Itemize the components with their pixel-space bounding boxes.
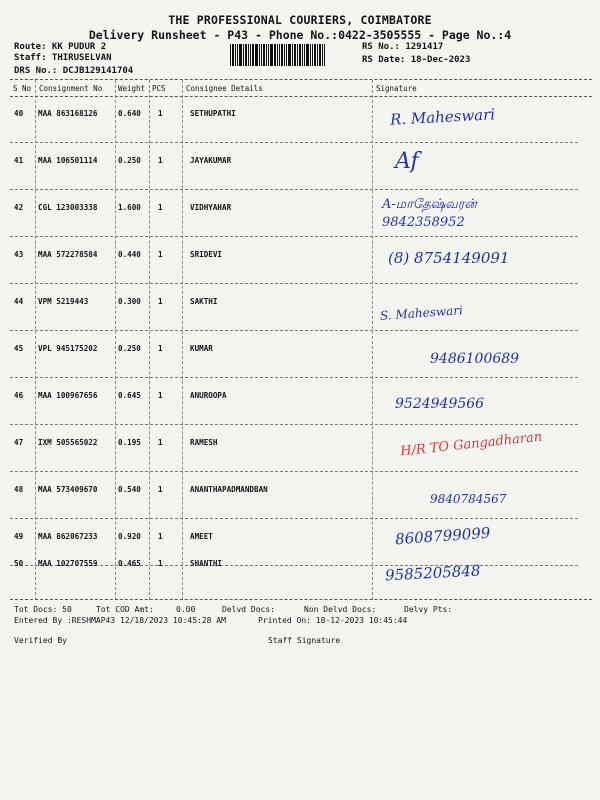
weight: 0.640	[118, 109, 141, 118]
barcode-bar	[317, 44, 318, 66]
consignment-no: MAA 100967656	[38, 391, 98, 400]
weight: 0.645	[118, 391, 141, 400]
entered-by: Entered By :RESHMAP43 12/18/2023 10:45:28 AM	[14, 616, 226, 625]
total-cod-amount: 0.00	[176, 605, 196, 614]
pieces: 1	[158, 156, 163, 165]
pieces: 1	[158, 391, 163, 400]
barcode-bar	[294, 44, 296, 66]
barcode-bar	[281, 44, 283, 66]
pieces: 1	[158, 532, 163, 541]
col-sno: S No	[13, 84, 32, 93]
printed-on: Printed On: 18-12-2023 10:45:44	[258, 616, 408, 625]
table-row	[0, 425, 600, 472]
consignment-no: MAA 863168126	[38, 109, 98, 118]
barcode-bar	[250, 44, 251, 66]
signature: A-மாதேஷ்வரன் 9842358952	[382, 197, 478, 230]
barcode-bar	[248, 44, 249, 66]
barcode-bar	[302, 44, 303, 66]
barcode-bar	[284, 44, 285, 66]
consignee-name: ANUROOPA	[190, 391, 227, 400]
barcode-bar	[243, 44, 244, 66]
barcode-bar	[314, 44, 316, 66]
pieces: 1	[158, 109, 163, 118]
pieces: 1	[158, 297, 163, 306]
weight: 0.440	[118, 250, 141, 259]
consignment-no: MAA 572278584	[38, 250, 98, 259]
staff-signature: Staff Signature	[268, 636, 341, 645]
barcode-bar	[263, 44, 265, 66]
pieces: 1	[158, 485, 163, 494]
barcode-bar	[286, 44, 287, 66]
barcode-bar	[292, 44, 293, 66]
consignment-no: MAA 106501114	[38, 156, 98, 165]
rs-number: RS No.: 1291417	[362, 42, 444, 52]
serial-no: 42	[14, 203, 24, 212]
pieces: 1	[158, 250, 163, 259]
weight: 0.250	[118, 344, 141, 353]
route-label: Route: KK PUDUR 2	[14, 42, 107, 52]
barcode-bar	[266, 44, 267, 66]
signature: R. Maheswari	[389, 105, 496, 129]
footer-rule	[10, 599, 592, 600]
serial-no: 41	[14, 156, 24, 165]
signature: 8608799099	[394, 523, 491, 549]
verified-by: Verified By	[14, 636, 67, 645]
barcode-bar	[279, 44, 280, 66]
col-weight: Weight	[118, 84, 146, 93]
company-title: THE PROFESSIONAL COURIERS, COIMBATORE	[168, 13, 432, 27]
serial-no: 43	[14, 250, 24, 259]
table-row	[0, 378, 600, 425]
delivery-points: Delvy Pts:	[404, 605, 453, 614]
consignment-no: VPL 945175202	[38, 344, 98, 353]
weight: 0.250	[118, 156, 141, 165]
weight: 0.920	[118, 532, 141, 541]
weight: 1.600	[118, 203, 141, 212]
pieces: 1	[158, 559, 163, 568]
barcode-bar	[232, 44, 234, 66]
table-row	[0, 331, 600, 378]
barcode-bar	[239, 44, 242, 66]
serial-no: 50	[14, 559, 24, 568]
rs-date: RS Date: 18-Dec-2023	[362, 55, 471, 65]
consignee-name: AMEET	[190, 532, 213, 541]
weight: 0.300	[118, 297, 141, 306]
barcode-bar	[270, 44, 273, 66]
col-consignee: Consignee Details	[186, 84, 263, 93]
serial-no: 47	[14, 438, 24, 447]
consignee-name: SRIDEVI	[190, 250, 223, 259]
barcode-bar	[310, 44, 311, 66]
table-row	[0, 472, 600, 519]
table-row	[0, 284, 600, 331]
barcode-bar	[261, 44, 262, 66]
barcode-bar	[324, 44, 325, 66]
consignee-name: ANANTHAPADMANDBAN	[190, 485, 268, 494]
signature: 9840784567	[430, 492, 507, 506]
col-consignment: Consignment No	[39, 84, 103, 93]
table-row	[0, 190, 600, 237]
barcode-bar	[237, 44, 238, 66]
signature: H/R TO Gangadharan	[399, 429, 543, 460]
staff-label: Staff: THIRUSELVAN	[14, 53, 112, 63]
consignee-name: KUMAR	[190, 344, 213, 353]
weight: 0.465	[118, 559, 141, 568]
weight: 0.195	[118, 438, 141, 447]
barcode-bar	[319, 44, 321, 66]
consignment-no: CGL 123003338	[38, 203, 98, 212]
consignment-no: MAA 573409670	[38, 485, 98, 494]
serial-no: 44	[14, 297, 24, 306]
total-docs: Tot Docs: 50	[14, 605, 72, 614]
barcode	[230, 44, 354, 66]
barcode-bar	[299, 44, 301, 66]
barcode-bar	[297, 44, 298, 66]
consignee-name: SAKTHI	[190, 297, 218, 306]
barcode-bar	[322, 44, 323, 66]
barcode-bar	[312, 44, 313, 66]
barcode-bar	[255, 44, 258, 66]
pieces: 1	[158, 344, 163, 353]
serial-no: 49	[14, 532, 24, 541]
weight: 0.540	[118, 485, 141, 494]
pieces: 1	[158, 203, 163, 212]
runsheet-subtitle: Delivery Runsheet - P43 - Phone No.:0422-3505555 - Page No.:4	[88, 28, 512, 42]
signature: 9585205848	[384, 561, 481, 585]
barcode-bar	[277, 44, 278, 66]
drs-label: DRS No.: DCJB129141704	[14, 66, 134, 76]
serial-no: 48	[14, 485, 24, 494]
signature: (8) 8754149091	[388, 249, 510, 267]
table-row	[0, 237, 600, 284]
table-row	[0, 143, 600, 190]
non-delivered-docs: Non Delvd Docs:	[304, 605, 377, 614]
barcode-bar	[252, 44, 254, 66]
consignment-no: VPM 5219443	[38, 297, 89, 306]
col-signature: Signature	[376, 84, 417, 93]
serial-no: 46	[14, 391, 24, 400]
barcode-bar	[235, 44, 236, 66]
consignee-name: VIDHYAHAR	[190, 203, 232, 212]
consignee-name: RAMESH	[190, 438, 218, 447]
barcode-bar	[230, 44, 231, 66]
barcode-bar	[268, 44, 269, 66]
total-cod-label: Tot COD Amt:	[96, 605, 154, 614]
signature: 9486100689	[430, 351, 520, 367]
table-row	[0, 546, 600, 593]
serial-no: 45	[14, 344, 24, 353]
barcode-bar	[259, 44, 260, 66]
consignment-no: MAA 862067233	[38, 532, 98, 541]
signature: 9524949566	[395, 396, 485, 412]
delivered-docs: Delvd Docs:	[222, 605, 275, 614]
header-rule-top	[10, 79, 592, 80]
signature: S. Maheswari	[379, 303, 464, 323]
consignee-name: SETHUPATHI	[190, 109, 236, 118]
signature: Af	[395, 149, 419, 174]
consignee-name: SHANTHI	[190, 559, 223, 568]
col-pcs: PCS	[152, 84, 166, 93]
barcode-bar	[304, 44, 305, 66]
barcode-bar	[306, 44, 309, 66]
barcode-bar	[274, 44, 276, 66]
table-row	[0, 96, 600, 143]
pieces: 1	[158, 438, 163, 447]
consignment-no: MAA 102707559	[38, 559, 98, 568]
consignee-name: JAYAKUMAR	[190, 156, 232, 165]
barcode-bar	[245, 44, 247, 66]
consignment-no: IXM 505565022	[38, 438, 98, 447]
serial-no: 40	[14, 109, 24, 118]
barcode-bar	[288, 44, 291, 66]
